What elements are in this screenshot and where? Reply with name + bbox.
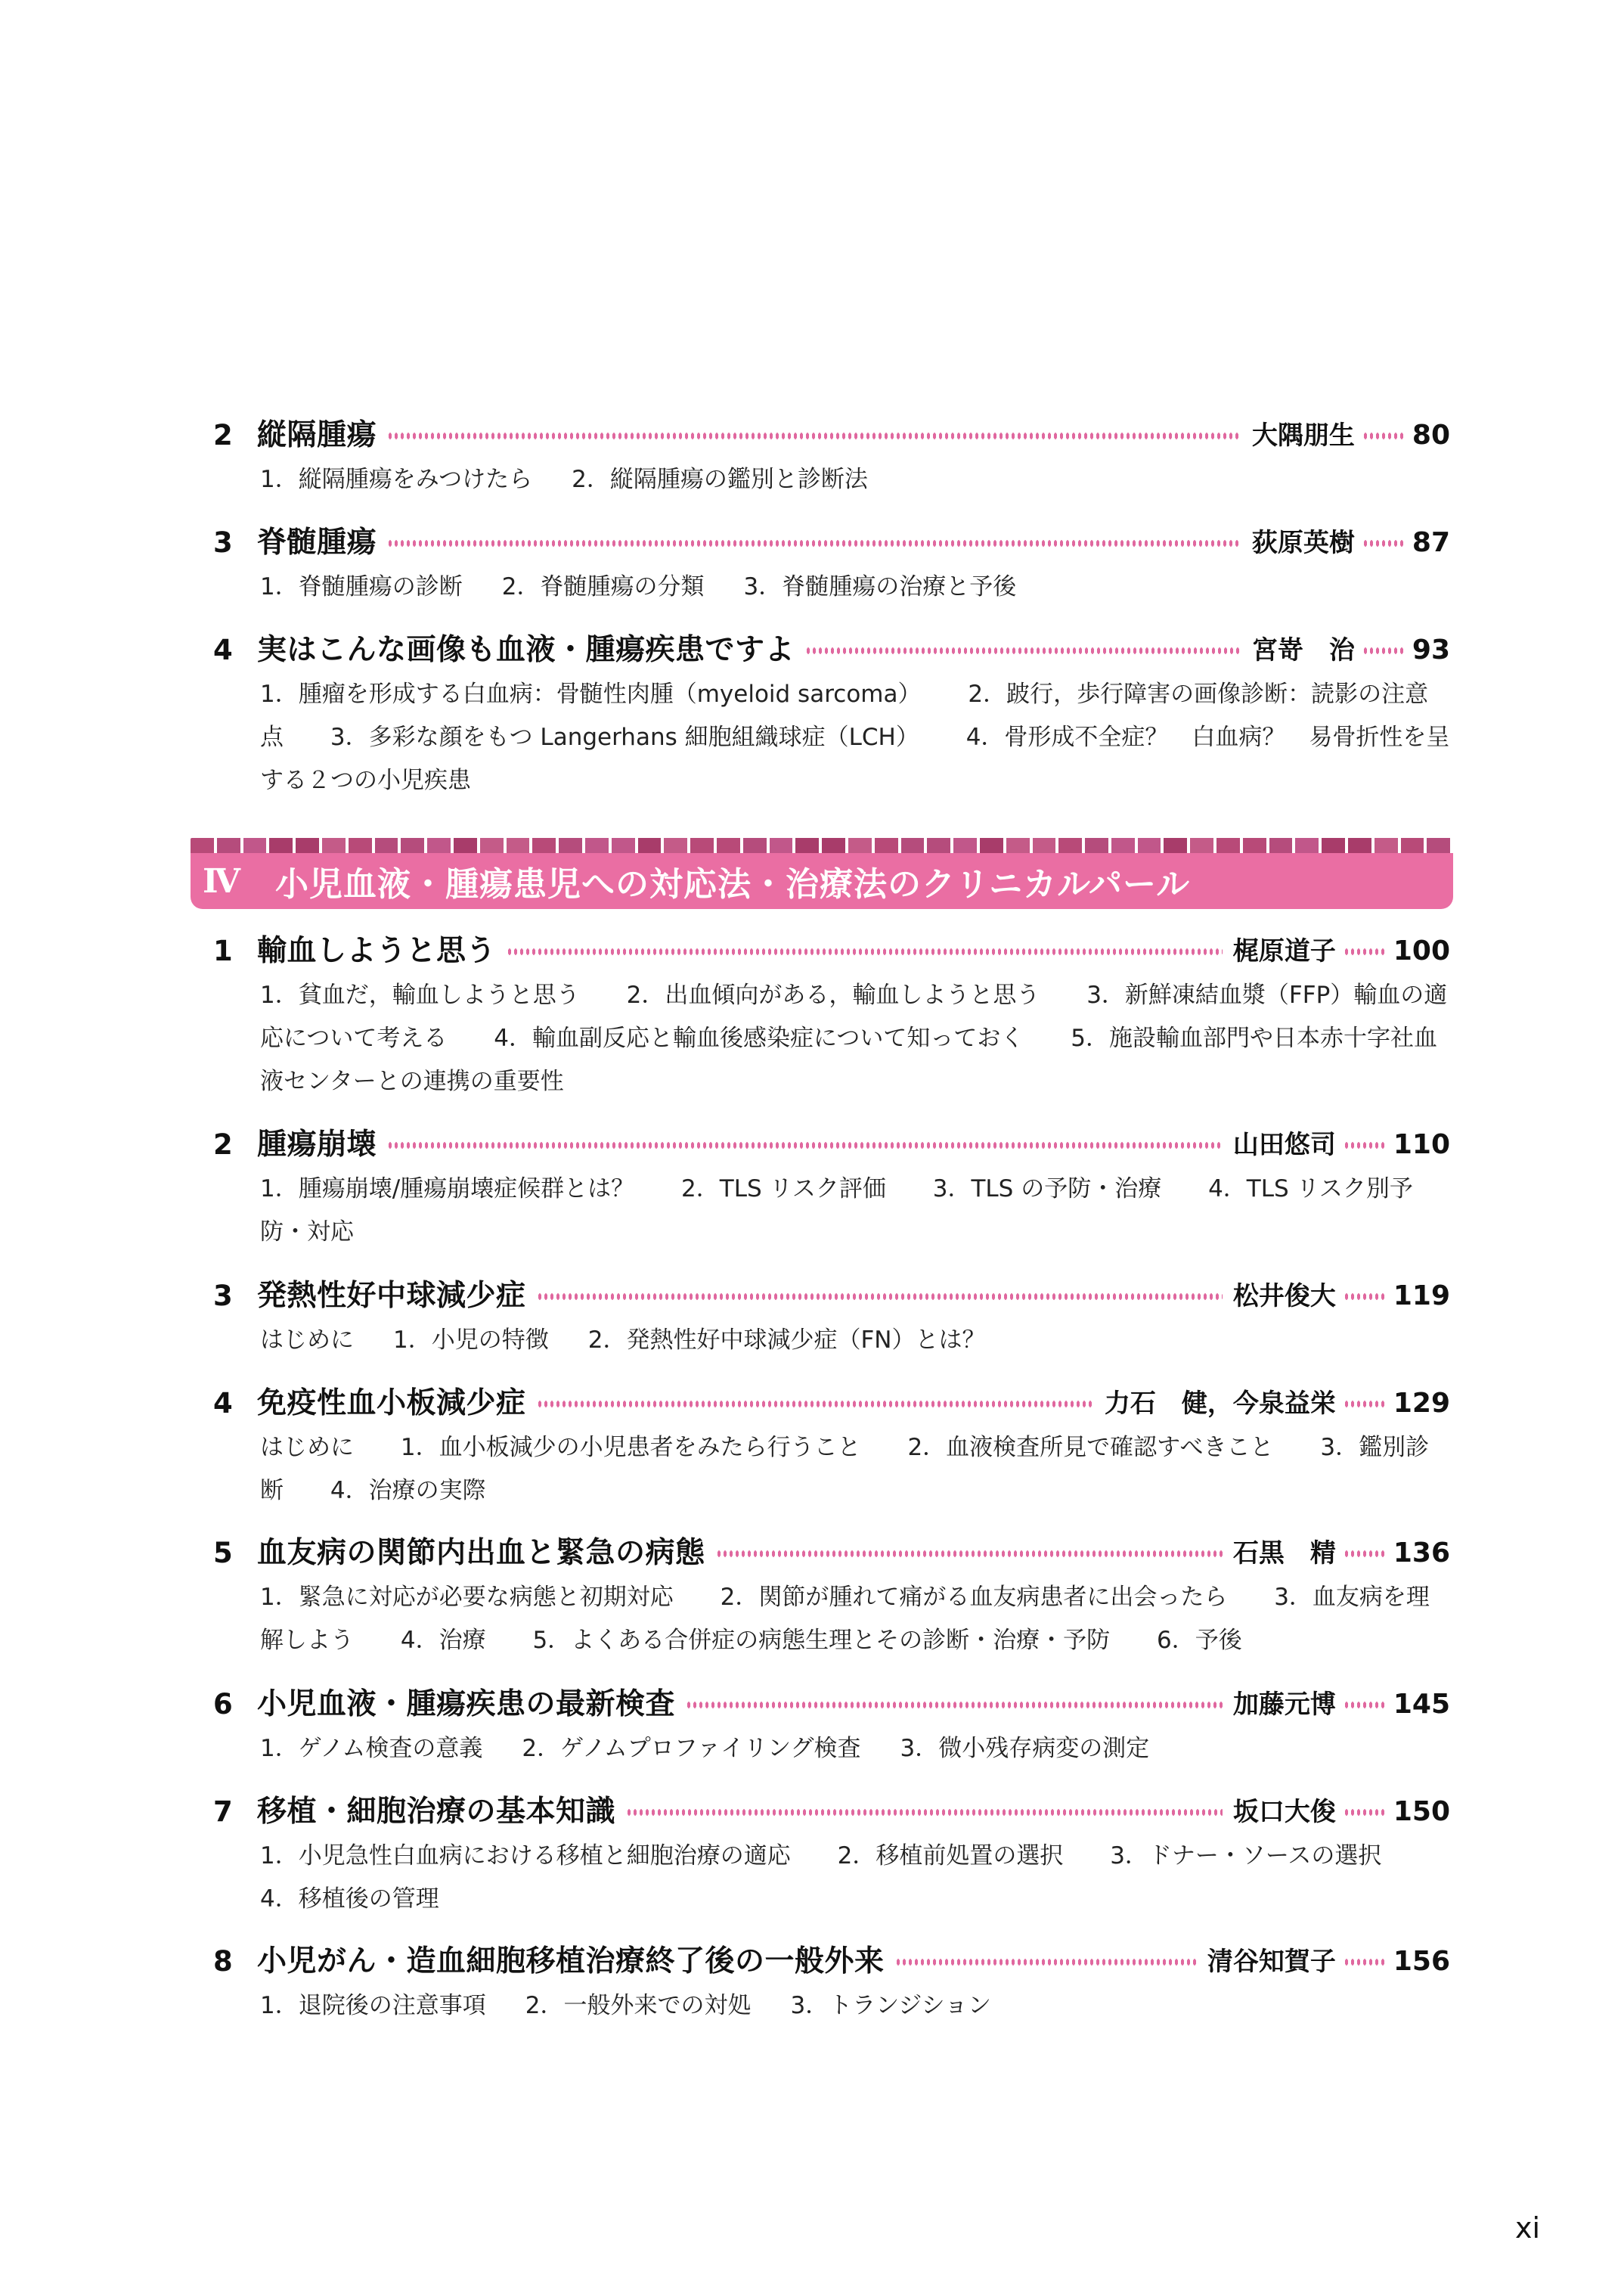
dotted-leader	[537, 1401, 1094, 1407]
stripe-block	[585, 838, 609, 853]
stripe-block	[1111, 838, 1135, 853]
entry-author: 加藤元博	[1232, 1689, 1336, 1720]
stripe-block	[1427, 838, 1450, 853]
stripe-block	[269, 838, 293, 853]
stripe-block	[901, 838, 925, 853]
entry-author: 宮嵜 治	[1251, 635, 1355, 666]
entry-number: 4	[213, 1387, 233, 1420]
toc-entry[interactable]	[213, 1532, 1450, 1662]
entry-page-number: 119	[1393, 1280, 1450, 1311]
toc-entry[interactable]	[213, 414, 1450, 501]
subsection: 3．ドナー・ソースの選択	[1110, 1842, 1382, 1869]
entry-page-number: 136	[1393, 1537, 1450, 1568]
subsection: 6．予後	[1157, 1627, 1242, 1654]
stripe-block	[454, 838, 477, 853]
subsection: 2．移植前処置の選択	[837, 1842, 1064, 1869]
stripe-block	[322, 838, 346, 853]
entry-page-number: 80	[1412, 420, 1450, 451]
subsection: 2．血液検査所見で確認すべきこと	[907, 1434, 1274, 1461]
subsection: 4．移植後の管理	[260, 1885, 439, 1913]
subsection: 1．貧血だ，輸血しようと思う	[260, 982, 580, 1009]
subsection: 1．腫瘍崩壊/腫瘍崩壊症候群とは？	[260, 1175, 635, 1202]
entry-author: 清谷知賀子	[1207, 1947, 1336, 1977]
entry-subsections	[260, 974, 1450, 1103]
stripe-block	[349, 838, 372, 853]
toc-entry[interactable]	[213, 1683, 1450, 1770]
toc-entry[interactable]	[213, 1791, 1450, 1921]
subsection: 1．血小板減少の小児患者をみたら行うこと	[400, 1434, 861, 1461]
entry-title[interactable]: 縦隔腫瘍	[257, 418, 377, 452]
stripe-block	[664, 838, 687, 853]
toc-entry[interactable]	[213, 930, 1450, 1103]
entry-subsections	[260, 673, 1450, 802]
subsection: 1．腫瘤を形成する白血病：骨髄性肉腫（myeloid sarcoma）	[260, 681, 922, 708]
entry-number: 5	[213, 1537, 233, 1569]
entry-number: 3	[213, 526, 233, 559]
entry-number: 1	[213, 935, 233, 967]
subsection: はじめに	[260, 1326, 354, 1354]
subsection: 3．トランジション	[790, 1992, 992, 2019]
dotted-leader	[1344, 1550, 1386, 1557]
entry-author: 荻原英樹	[1251, 528, 1355, 558]
subsection: 2．関節が腫れて痛がる血友病患者に出会ったら	[720, 1584, 1228, 1611]
entry-subsections	[260, 566, 1450, 609]
entry-author: 梶原道子	[1232, 936, 1336, 967]
dotted-leader	[805, 647, 1241, 654]
entry-page-number: 93	[1412, 635, 1450, 666]
subsection: 2．縦隔腫瘍の鑑別と診断法	[572, 466, 868, 493]
entry-subsections	[260, 1984, 1450, 2028]
entry-author: 松井俊大	[1232, 1281, 1336, 1311]
stripe-block	[848, 838, 872, 853]
subsection: はじめに	[260, 1434, 354, 1461]
stripe-block	[1269, 838, 1293, 853]
stripe-block	[217, 838, 240, 853]
subsection: 3．脊髄腫瘍の治療と予後	[743, 573, 1017, 600]
entry-number: 6	[213, 1688, 233, 1721]
dotted-leader	[387, 540, 1241, 547]
subsection: 2．一般外来での対処	[525, 1992, 752, 2019]
entry-number: 7	[213, 1795, 233, 1828]
entry-number: 8	[213, 1945, 233, 1978]
stripe-block	[927, 838, 950, 853]
entry-number: 2	[213, 419, 233, 451]
stripe-block	[559, 838, 582, 853]
subsection: 1．脊髄腫瘍の診断	[260, 573, 463, 600]
stripe-block	[1190, 838, 1213, 853]
dotted-leader	[1362, 433, 1405, 439]
dotted-leader	[686, 1702, 1223, 1708]
entry-number: 2	[213, 1128, 233, 1161]
section-number: Ⅳ	[203, 861, 240, 901]
entry-number: 4	[213, 634, 233, 666]
subsection: 1．小児急性白血病における移植と細胞治療の適応	[260, 1842, 791, 1869]
toc-entry[interactable]	[213, 1941, 1450, 2028]
subsection: 4．輸血副反応と輸血後感染症について知っておく	[494, 1025, 1024, 1052]
subsection: 3．TLS の予防・治療	[932, 1175, 1162, 1202]
entry-page-number: 145	[1393, 1689, 1450, 1720]
stripe-block	[1348, 838, 1371, 853]
dotted-leader	[1344, 1293, 1386, 1300]
banner-stripe-decoration	[191, 838, 1453, 853]
stripe-block	[743, 838, 767, 853]
entry-title[interactable]: 血友病の関節内出血と緊急の病態	[257, 1536, 705, 1570]
dotted-leader	[716, 1550, 1223, 1557]
subsection: 1．退院後の注意事項	[260, 1992, 486, 2019]
dotted-leader	[895, 1959, 1197, 1966]
entry-author: 力石 健，今泉益栄	[1104, 1389, 1336, 1419]
stripe-block	[822, 838, 845, 853]
dotted-leader	[387, 433, 1241, 439]
dotted-leader	[1362, 647, 1405, 654]
entry-subsections	[260, 458, 1450, 501]
dotted-leader	[1344, 1142, 1386, 1149]
stripe-block	[507, 838, 530, 853]
subsection: 4．治療の実際	[330, 1477, 486, 1504]
stripe-block	[480, 838, 504, 853]
dotted-leader	[1344, 1809, 1386, 1816]
stripe-block	[427, 838, 451, 853]
entry-title[interactable]: 腫瘍崩壊	[257, 1128, 377, 1162]
stripe-block	[401, 838, 424, 853]
subsection: 2．出血傾向がある，輸血しようと思う	[626, 982, 1040, 1009]
subsection: 1．小児の特徴	[393, 1326, 549, 1354]
dotted-leader	[1344, 1401, 1386, 1407]
dotted-leader	[1344, 1702, 1386, 1708]
subsection: 4．TLS リスク別予防・対応	[260, 1175, 1413, 1246]
subsection: 1．緊急に対応が必要な病態と初期対応	[260, 1584, 674, 1611]
stripe-block	[795, 838, 819, 853]
subsection: 2．脊髄腫瘍の分類	[501, 573, 705, 600]
entry-page-number: 156	[1393, 1946, 1450, 1977]
dotted-leader	[1344, 1959, 1386, 1966]
entry-title[interactable]: 輸血しようと思う	[257, 934, 497, 968]
entry-page-number: 100	[1393, 936, 1450, 967]
entry-page-number: 150	[1393, 1796, 1450, 1827]
subsection: 4．骨形成不全症？ 白血病？ 易骨折性を呈する２つの小児疾患	[260, 724, 1450, 794]
entry-author: 山田悠司	[1232, 1130, 1336, 1160]
page-number: xi	[1515, 2211, 1541, 2245]
entry-subsections	[260, 1576, 1450, 1662]
entry-author: 石黒 精	[1232, 1538, 1336, 1568]
stripe-block	[532, 838, 556, 853]
dotted-leader	[1344, 948, 1386, 955]
stripe-block	[1085, 838, 1108, 853]
stripe-block	[1322, 838, 1345, 853]
dotted-leader	[507, 948, 1223, 955]
toc-entry[interactable]	[213, 629, 1450, 802]
stripe-block	[638, 838, 662, 853]
dotted-leader	[626, 1809, 1223, 1816]
entry-subsections	[260, 1168, 1450, 1254]
subsection: 3．微小残存病変の測定	[900, 1735, 1150, 1762]
subsection: 3．血友病を理解しよう	[260, 1584, 1430, 1654]
entry-subsections	[260, 1319, 1450, 1362]
entry-page-number: 129	[1393, 1388, 1450, 1419]
entry-number: 3	[213, 1280, 233, 1312]
entry-title[interactable]: 免疫性血小板減少症	[257, 1386, 526, 1420]
stripe-block	[1295, 838, 1319, 853]
subsection: 3．新鮮凍結血漿（FFP）輸血の適応について考える	[260, 982, 1448, 1052]
subsection: 2．TLS リスク評価	[681, 1175, 886, 1202]
entry-title[interactable]: 小児がん・造血細胞移植治療終了後の一般外来	[257, 1944, 885, 1978]
toc-entry[interactable]	[213, 1124, 1450, 1254]
stripe-block	[1138, 838, 1161, 853]
entry-title[interactable]: 発熱性好中球減少症	[257, 1279, 526, 1313]
entry-title[interactable]: 実はこんな画像も血液・腫瘍疾患ですよ	[257, 633, 795, 667]
toc-entry[interactable]	[213, 522, 1450, 609]
toc-entry[interactable]	[213, 1382, 1450, 1513]
stripe-block	[1243, 838, 1266, 853]
section-banner	[191, 838, 1453, 909]
entry-title[interactable]: 移植・細胞治療の基本知識	[257, 1795, 616, 1829]
subsection: 4．治療	[400, 1627, 486, 1654]
stripe-block	[375, 838, 398, 853]
stripe-block	[1216, 838, 1240, 853]
entry-title[interactable]: 小児血液・腫瘍疾患の最新検査	[257, 1687, 676, 1721]
dotted-leader	[387, 1142, 1223, 1149]
stripe-block	[953, 838, 977, 853]
entry-author: 大隅朋生	[1251, 420, 1355, 451]
entry-subsections	[260, 1727, 1450, 1770]
entry-title[interactable]: 脊髄腫瘍	[257, 526, 377, 560]
stripe-block	[191, 838, 214, 853]
entry-page-number: 87	[1412, 527, 1450, 558]
subsection: 1．縦隔腫瘍をみつけたら	[260, 466, 533, 493]
stripe-block	[717, 838, 740, 853]
stripe-block	[1401, 838, 1424, 853]
stripe-block	[1375, 838, 1398, 853]
stripe-block	[1058, 838, 1082, 853]
entry-subsections	[260, 1835, 1450, 1921]
dotted-leader	[1362, 540, 1405, 547]
subsection: 3．多彩な顔をもつ Langerhans 細胞組織球症（LCH）	[330, 724, 919, 751]
stripe-block	[1033, 838, 1056, 853]
subsection: 2．ゲノムプロファイリング検査	[522, 1735, 861, 1762]
section-title: 小児血液・腫瘍患児への対応法・治療法のクリニカルパール	[275, 865, 1191, 904]
dotted-leader	[537, 1293, 1223, 1300]
stripe-block	[770, 838, 793, 853]
entry-subsections	[260, 1426, 1450, 1513]
stripe-block	[296, 838, 319, 853]
subsection: 5．よくある合併症の病態生理とその診断・治療・予防	[532, 1627, 1111, 1654]
subsection: 5．施設輸血部門や日本赤十字社血液センターとの連携の重要性	[260, 1025, 1437, 1095]
stripe-block	[690, 838, 714, 853]
subsection: 2．発熱性好中球減少症（FN）とは？	[587, 1326, 986, 1354]
subsection: 3．鑑別診断	[260, 1434, 1430, 1504]
subsection: 1．ゲノム検査の意義	[260, 1735, 483, 1762]
entry-page-number: 110	[1393, 1129, 1450, 1160]
stripe-block	[1006, 838, 1030, 853]
toc-entry[interactable]	[213, 1275, 1450, 1362]
stripe-block	[612, 838, 635, 853]
stripe-block	[875, 838, 898, 853]
entry-author: 坂口大俊	[1232, 1797, 1336, 1827]
subsection: 2．跛行，歩行障害の画像診断：読影の注意点	[260, 681, 1429, 751]
stripe-block	[1164, 838, 1187, 853]
section-header	[191, 853, 1453, 909]
stripe-block	[243, 838, 267, 853]
stripe-block	[980, 838, 1003, 853]
